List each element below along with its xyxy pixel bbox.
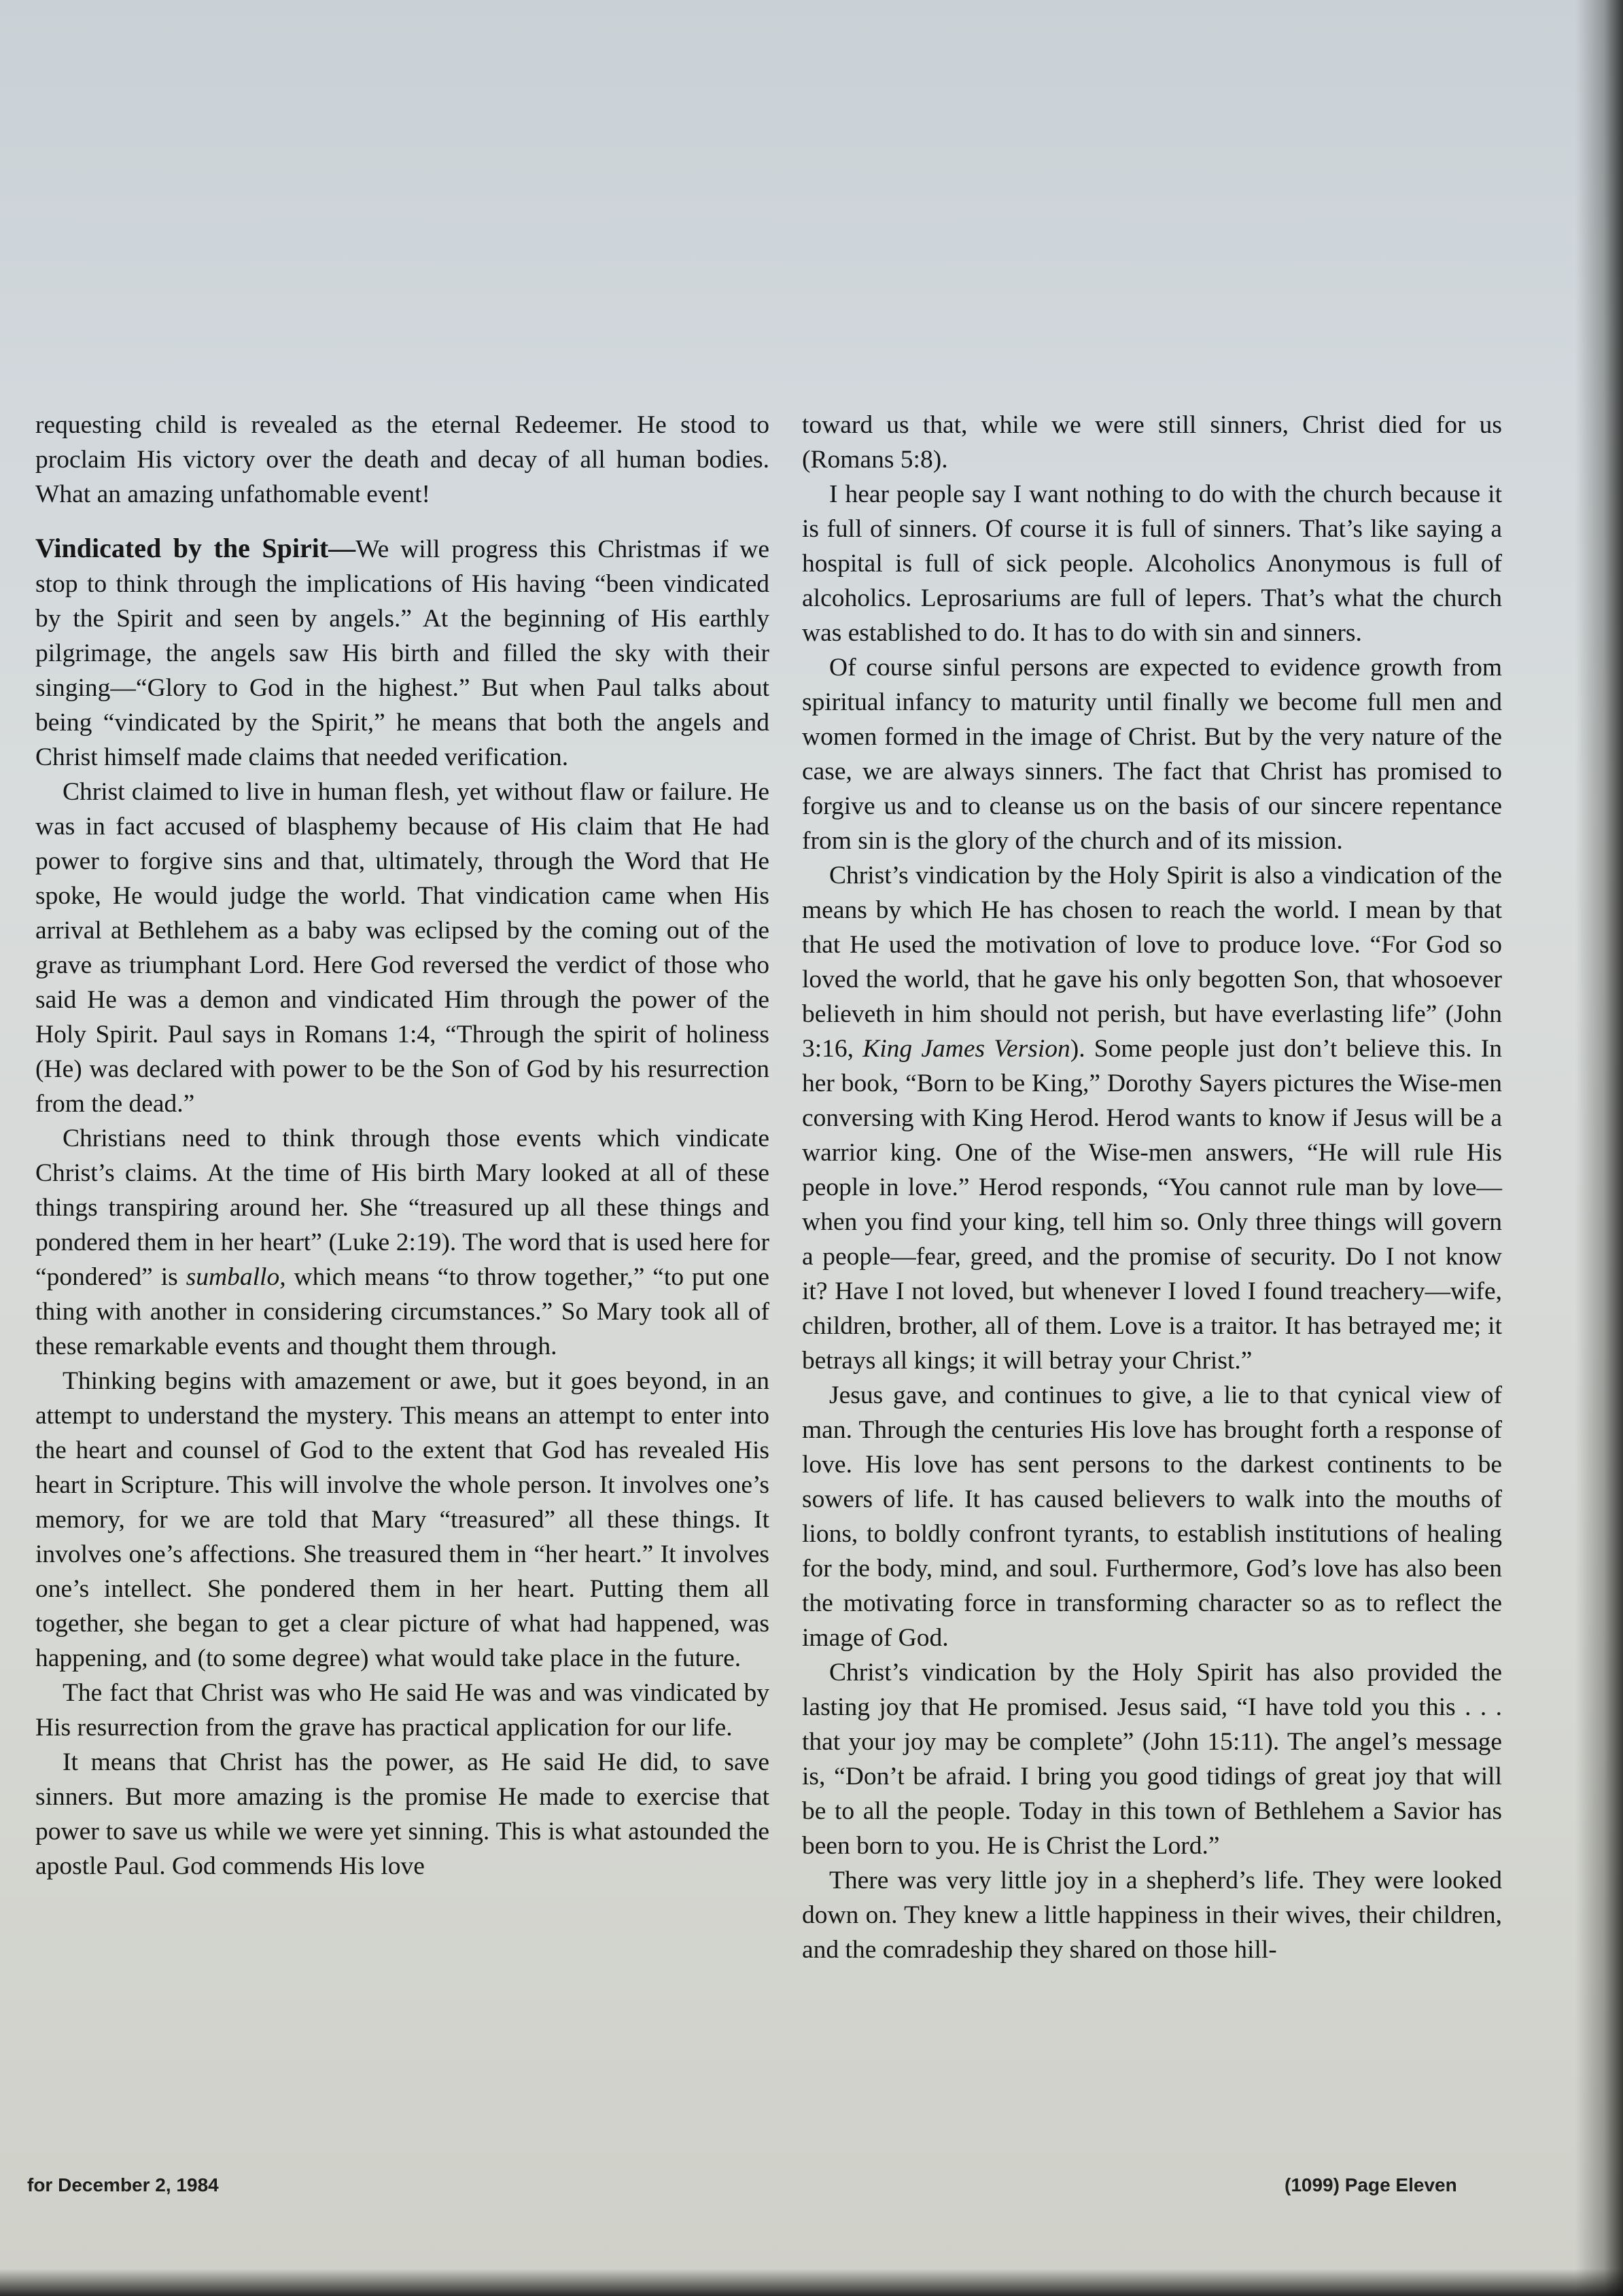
- bottom-edge-shadow: [0, 2269, 1623, 2296]
- paragraph: Thinking begins with amazement or awe, but it goes beyond, in an attempt to understand the mystery. This means an attempt to enter into the heart and counsel of God to the extent that God has revealed His heart in Scripture. This will involve the whole person. It involves one’s memory, for we are told that Mary “treasured” all these things. It involves one’s affections. She treasured them in “her heart.” It involves one’s intellect. She pondered them in her heart. Putting them all together, she began to get a clear picture of what had happened, was happening, and (to some degree) what would take place in the future.: [35, 1367, 769, 1672]
- paragraph: requesting child is revealed as the eternal Redeemer. He stood to proclaim His victory over the death and decay of all human bodies. What an amazing unfathomable event!: [35, 411, 769, 508]
- paragraph: Of course sinful persons are expected to evidence growth from spiritual infancy to maturity until finally we become full men and women formed in the image of Christ. But by the very nature of the case, we are always sinners. The fact that Christ has promised to forgive us and to cleanse us on the basis of our sincere repentance from sin is the glory of the church and of its mission.: [802, 654, 1502, 855]
- paragraph-vindicated-heading: [35, 531, 769, 775]
- paragraph: Christ claimed to live in human flesh, yet without flaw or failure. He was in fact accused of blasphemy because of His claim that He had power to forgive sins and that, ultimately, through the Word that He spoke, He would judge the world. That vindication came when His arrival at Bethlehem as a baby was eclipsed by the coming out of the grave as triumphant Lord. Here God reversed the verdict of those who said He was a demon and vindicated Him through the power of the Holy Spirit. Paul says in Romans 1:4, “Through the spirit of holiness (He) was declared with power to be the Son of God by his resurrection from the dead.”: [35, 778, 769, 1118]
- paragraph: It means that Christ has the power, as He said He did, to save sinners. But more amazing is the promise He made to exercise that power to save us while we were yet sinning. This is what astounded the apostle Paul. God commends His love: [35, 1748, 769, 1880]
- footer-issue-date: for December 2, 1984: [27, 2174, 219, 2195]
- footer-page-number: (1099) Page Eleven: [1285, 2174, 1457, 2195]
- paragraph: The fact that Christ was who He said He was and was vindicated by His resurrection from the grave has practical application for our life.: [35, 1679, 769, 1742]
- left-column: [35, 408, 769, 1884]
- paragraph: Jesus gave, and continues to give, a lie to that cynical view of man. Through the centuries His love has brought forth a response of love. His love has sent persons to the darkest continents to be sowers of life. It has caused believers to walk into the mouths of lions, to boldly confront tyrants, to establish institutions of healing for the body, mind, and soul. Furthermore, God’s love has also been the motivating force in transforming character so as to reflect the image of God.: [802, 1381, 1502, 1652]
- paragraph: I hear people say I want nothing to do with the church because it is full of sinners. Of course it is full of sinners. That’s like saying a hospital is full of sick people. Alcoholics Anonymous is full of alcoholics. Leprosariums are full of lepers. That’s what the church was established to do. It has to do with sin and sinners.: [802, 480, 1502, 647]
- right-column: [802, 408, 1502, 1967]
- paragraph: [802, 858, 1502, 1378]
- paragraph: toward us that, while we were still sinners, Christ died for us (Romans 5:8).: [802, 411, 1502, 474]
- paragraph: There was very little joy in a shepherd’s life. They were looked down on. They knew a little happiness in their wives, their children, and the comradeship they shared on those hill-: [802, 1867, 1502, 1964]
- section-run-in-heading: Vindicated by the Spirit—: [35, 533, 356, 563]
- page-edge-shadow: [1575, 0, 1623, 2296]
- italic-title: King James Version: [862, 1035, 1070, 1063]
- paragraph-text: Christians need to think through those events which vindicate Christ’s claims. At the time of His birth Mary looked at all of these things transpiring around her. She “treasured up all these things and pondered them in her heart” (Luke 2:19). The word that is used here for “pondered” is: [35, 1125, 769, 1291]
- paragraph-text: Christ’s vindication by the Holy Spirit is also a vindication of the means by which He has chosen to reach the world. I mean by that that He used the motivation of love to produce love. “For God so loved the world, that he gave his only begotten Son, that whosoever believeth in him should not perish, but have everlasting life” (John 3:16,: [802, 862, 1502, 1063]
- paragraph-text: We will progress this Christmas if we stop to think through the implications of His having “been vindicated by the Spirit and seen by angels.” At the beginning of His earthly pilgrimage, the angels saw His birth and filled the sky with their singing—“Glory to God in the highest.” But when Paul talks about being “vindicated by the Spirit,” he means that both the angels and Christ himself made claims that needed verification.: [35, 535, 769, 771]
- paragraph: [35, 1121, 769, 1364]
- paragraph-text: ). Some people just don’t believe this. In her book, “Born to be King,” Dorothy Sayers pictures the Wise-men conversing with King Herod. Herod wants to know if Jesus will be a warrior king. One of the Wise-men answers, “He will rule His people in love.” Herod responds, “You cannot rule man by love—when you find your king, tell him so. Only three things will govern a people—fear, greed, and the promise of security. Do I not know it? Have I not loved, but whenever I loved I found treachery—wife, children, brother, all of them. Love is a traitor. It has betrayed me; it betrays all kings; it will betray your Christ.”: [802, 1035, 1502, 1375]
- paragraph-text: which means “to throw together,” “to put one thing with another in considering circumstances.” So Mary took all of these remarkable events and thought them through.: [35, 1263, 769, 1360]
- paragraph: Christ’s vindication by the Holy Spirit has also provided the lasting joy that He promised. Jesus said, “I have told you this . . . that your joy may be complete” (John 15:11). The angel’s message is, “Don’t be afraid. I bring you good tidings of great joy that will be to all the people. Today in this town of Bethlehem a Savior has been born to you. He is Christ the Lord.”: [802, 1659, 1502, 1860]
- italic-term: sumballo,: [186, 1263, 286, 1291]
